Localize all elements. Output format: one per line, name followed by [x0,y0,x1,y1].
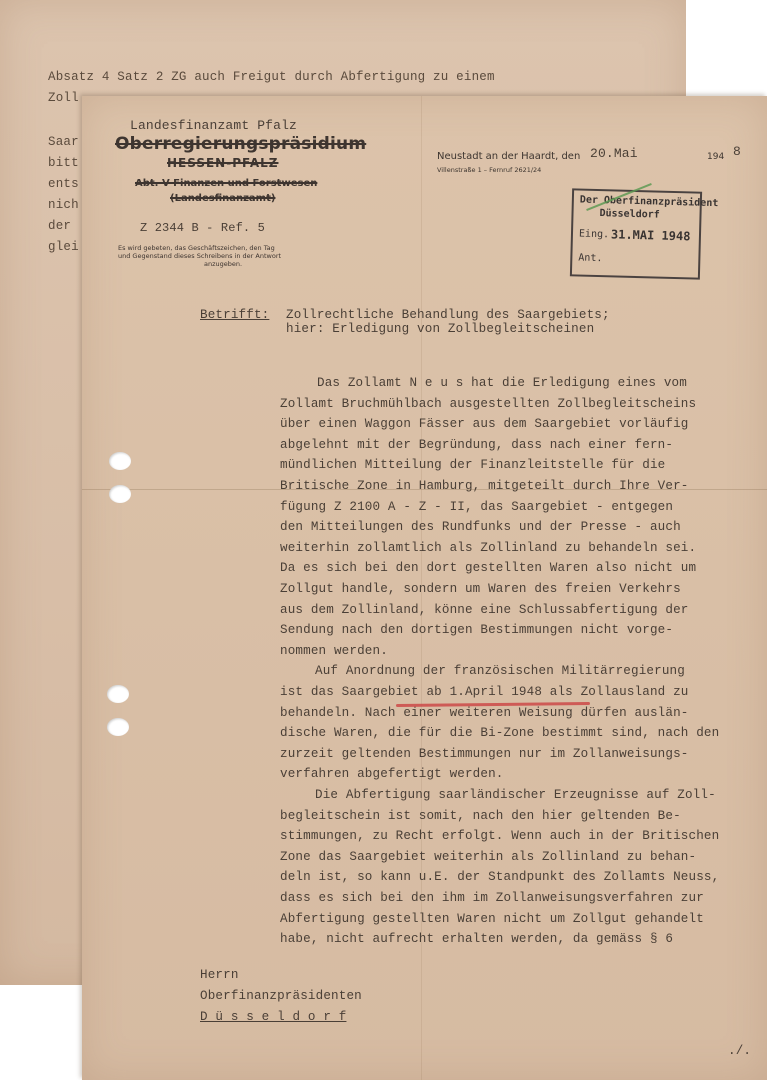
body-line: deln ist, so kann u.E. der Standpunkt des Zollamts Neuss, [280,870,720,885]
body-line: behandeln. Nach einer weiteren Weisung dürfen auslän- [280,705,689,720]
body-line: Zone das Saargebiet weiterhin als Zollinland zu behan- [280,849,697,864]
punch-hole [107,685,129,703]
back-text-line: ents [48,177,79,191]
continuation-mark: ./. [728,1044,752,1058]
body-line: Auf Anordnung der französischen Militärregierung [315,664,685,679]
reply-note: anzugeben. [204,260,243,268]
body-line: mündlichen Mitteilung der Finanzleitstelle für die [280,458,666,473]
body-line: über einen Waggon Fässer aus dem Saargebiet vorläufig [280,417,689,432]
body-line: Sendung nach den dortigen Bestimmungen nicht vorge- [280,623,674,638]
body-line: Zollgut handle, sondern um Waren des freien Verkehrs [280,582,681,596]
body-line: Abfertigung gestellten Waren nicht um Zollgut gehandelt [280,911,704,926]
body-line: dische Waren, die für die Bi-Zone bestimmt sind, nach den [280,726,720,741]
back-text-line: glei [48,240,79,254]
reference-number: Z 2344 B - Ref. 5 [140,221,265,235]
stamp-date: 31.MAI 1948 [610,227,691,244]
letter-page [82,96,767,1080]
place-label: Neustadt an der Haardt, den [437,151,581,162]
stamp-line: Eing. [578,228,610,241]
punch-hole [107,718,129,736]
body-line: Das Zollamt N e u s hat die Erledigung eines vom [317,376,687,390]
body-line: habe, nicht aufrecht erhalten werden, da gemäss § 6 [280,932,674,947]
reply-note: Es wird gebeten, das Geschäftszeichen, den Tag [118,244,275,252]
body-line: Zollamt Bruchmühlbach ausgestellten Zollbegleitscheins [280,396,697,411]
body-line: verfahren abgefertigt werden. [280,767,504,782]
reply-note: und Gegenstand dieses Schreibens in der Antwort [118,252,282,260]
receipt-stamp [570,188,719,279]
body-line: Die Abfertigung saarländischer Erzeugnisse auf Zoll- [315,788,716,802]
back-text-line: Saar [48,135,79,149]
date-day: 20.Mai [590,146,638,161]
body-line: nommen werden. [280,643,388,658]
punch-hole [109,485,131,503]
struck-department: Abt. V Finanzen und Forstwesen [135,178,318,189]
back-text-line: der [48,219,72,233]
subject-line: Zollrechtliche Behandlung des Saargebiets; [286,308,610,322]
body-line: weiterhin zollamtlich als Zollinland zu behandeln sei. [280,540,697,555]
body-line: begleitschein ist somit, nach den hier geltenden Be- [280,808,681,823]
office-address: Villenstraße 1 – Fernruf 2621/24 [437,166,542,174]
back-text-line: nich [48,198,79,212]
subject-line: hier: Erledigung von Zollbegleitscheinen [286,322,595,336]
stamp-line: Der Oberfinanzpräsident [579,194,719,210]
struck-subtitle: (Landesfinanzamt) [170,193,276,204]
recipient-city: D ü s s e l d o r f [200,1010,347,1024]
back-text-line: Absatz 4 Satz 2 ZG auch Freigut durch Abfertigung zu einem [48,70,495,84]
struck-region: HESSEN-PFALZ [167,156,279,170]
punch-hole [109,452,131,470]
body-line: stimmungen, zu Recht erfolgt. Wenn auch in der Britischen [280,829,720,844]
body-line: zurzeit geltenden Bestimmungen nur im Zollanweisungs- [280,746,689,761]
body-line: fügung Z 2100 A - Z - II, das Saargebiet - entgegen [280,499,674,514]
body-line: den Mitteilungen des Rundfunks und der Presse - auch [280,520,681,535]
body-line: dass es sich bei den ihm im Zollanweisungsverfahren zur [280,891,704,905]
year-suffix: 8 [733,144,741,159]
stamp-line: Düsseldorf [599,208,660,221]
struck-authority: Oberregierungspräsidium [115,134,367,154]
recipient-salutation: Herrn [200,968,239,982]
stamp-line: Ant. [578,252,603,265]
back-text-line: bitt [48,156,79,170]
body-line: abgelehnt mit der Begründung, dass nach einer fern- [280,437,674,452]
body-line: Da es sich bei den dort gestellten Waren also nicht um [280,561,697,576]
body-line: aus dem Zollinland, könne eine Schlussabfertigung der [280,602,689,617]
body-line: ist das Saargebiet ab 1.April 1948 als Zollausland zu [280,685,689,699]
recipient-title: Oberfinanzpräsidenten [200,989,362,1003]
office-name: Landesfinanzamt Pfalz [130,118,297,133]
year-prefix: 194 [707,152,725,162]
back-text-line: Zoll [48,91,79,105]
subject-label: Betrifft: [200,308,270,322]
body-line: Britische Zone in Hamburg, mitgeteilt durch Ihre Ver- [280,479,689,493]
